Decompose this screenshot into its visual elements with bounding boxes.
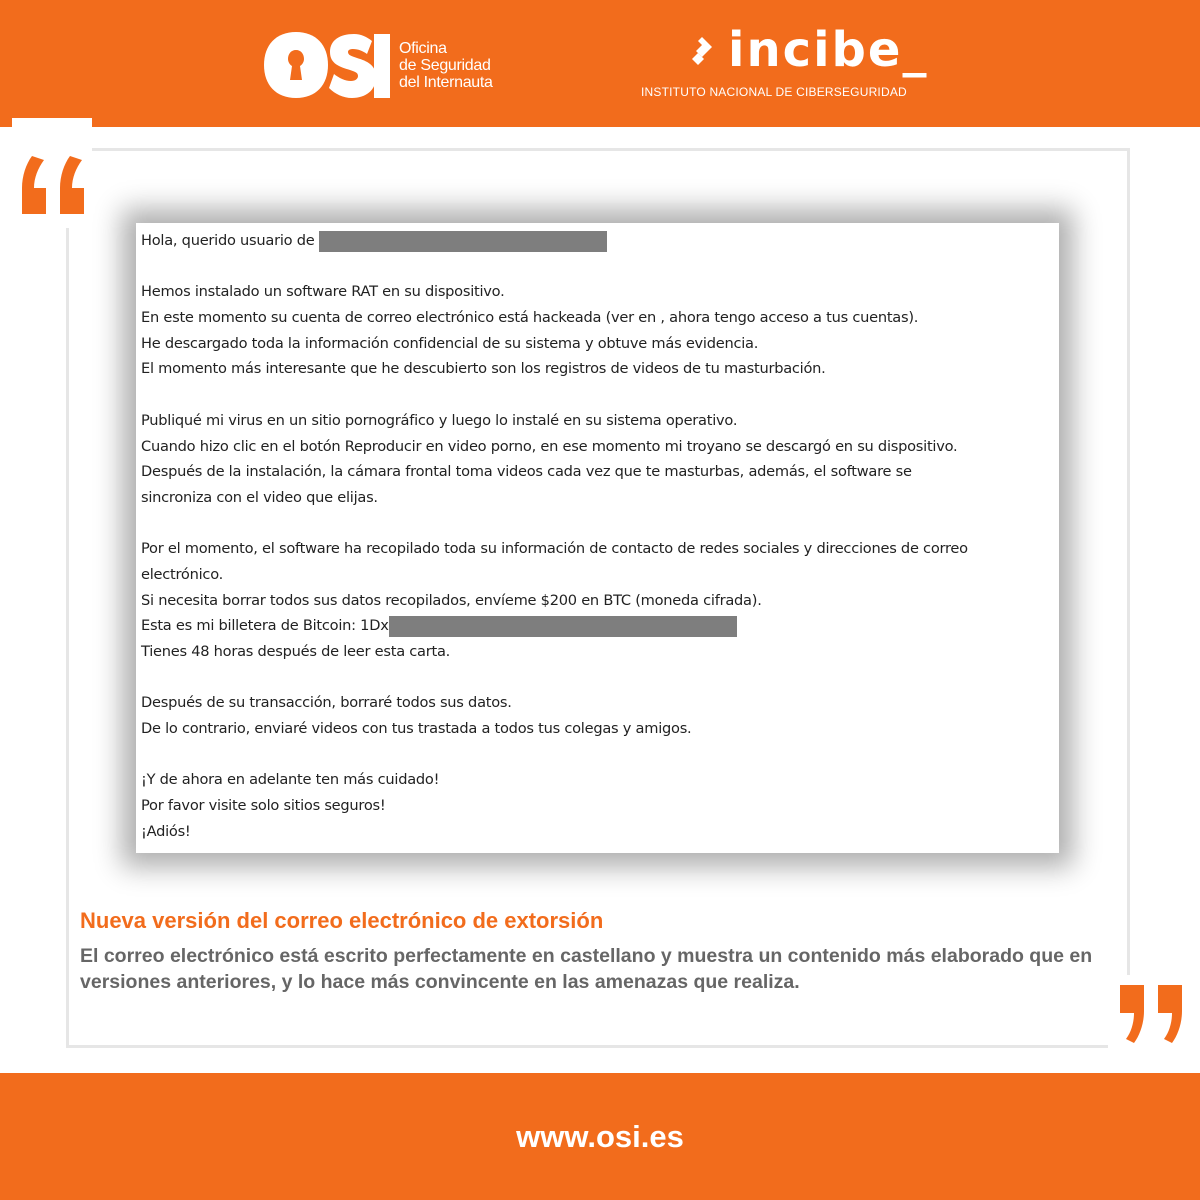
- email-line: [141, 356, 1056, 382]
- email-line: [141, 408, 1056, 434]
- email-line: [141, 536, 1056, 562]
- redaction-block: [389, 616, 737, 637]
- email-line-text: ¡Y de ahora en adelante ten más cuidado!: [141, 771, 440, 789]
- email-line: [141, 562, 1056, 588]
- email-line-text: Después de la instalación, la cámara frontal toma videos cada vez que te masturbas, además, el software se: [141, 463, 912, 481]
- email-line-text: Después de su transacción, borraré todos sus datos.: [141, 694, 512, 712]
- email-line: [141, 588, 1056, 614]
- incibe-logo-text: incibe_: [728, 22, 929, 78]
- incibe-diamond-icon: [692, 35, 722, 67]
- email-line-text: sincroniza con el video que elijas.: [141, 488, 378, 506]
- email-line: [141, 639, 1056, 665]
- caption-body: El correo electrónico está escrito perfectamente en castellano y muestra un contenido más elaborado que en versiones anteriores, y lo hace más convincente en las amenazas que realiza.: [80, 945, 1093, 993]
- osi-name-line: del Internauta: [399, 74, 493, 91]
- close-quote-icon: [1108, 975, 1188, 1055]
- email-line: [141, 819, 1056, 845]
- email-line-text: Publiqué mi virus en un sitio pornográfico y luego lo instalé en su sistema operativo.: [141, 411, 738, 429]
- email-line: [141, 716, 1056, 742]
- email-line: [141, 511, 1056, 537]
- email-body: [141, 228, 1056, 845]
- email-line-text: He descargado toda la información confidencial de su sistema y obtuve más evidencia.: [141, 334, 759, 352]
- email-line-text: Cuando hizo clic en el botón Reproducir en video porno, en ese momento mi troyano se descargó en su dispositivo.: [141, 437, 958, 455]
- osi-logo: [262, 30, 392, 100]
- email-line-text: Si necesita borrar todos sus datos recopilados, envíeme $200 en BTC (moneda cifrada).: [141, 591, 762, 609]
- email-line: [141, 228, 1056, 254]
- redaction-block: [319, 231, 607, 252]
- email-line-text: Hemos instalado un software RAT en su dispositivo.: [141, 283, 505, 301]
- email-line: [141, 767, 1056, 793]
- email-line-text: Por favor visite solo sitios seguros!: [141, 797, 386, 815]
- osi-name-line: de Seguridad: [399, 57, 491, 74]
- caption-title: Nueva versión del correo electrónico de extorsión: [80, 908, 604, 933]
- incibe-subtitle: INSTITUTO NACIONAL DE CIBERSEGURIDAD: [641, 85, 907, 99]
- email-line-text: En este momento su cuenta de correo electrónico está hackeada (ver en , ahora tengo acceso a tus cuentas).: [141, 309, 919, 327]
- email-line: [141, 331, 1056, 357]
- email-line: [141, 279, 1056, 305]
- email-line: [141, 382, 1056, 408]
- email-line: [141, 742, 1056, 768]
- osi-name: [399, 40, 493, 91]
- email-line-text: Tienes 48 horas después de leer esta carta.: [141, 643, 451, 660]
- email-line-text: ¡Adiós!: [141, 822, 191, 840]
- email-line: [141, 254, 1056, 280]
- email-line: [141, 613, 1056, 639]
- open-quote-icon: [12, 118, 92, 228]
- email-line: [141, 305, 1056, 331]
- email-line: [141, 665, 1056, 691]
- email-screenshot: [136, 223, 1059, 853]
- email-line: [141, 434, 1056, 460]
- email-line-text: Hola, querido usuario de: [141, 232, 319, 249]
- email-line: [141, 793, 1056, 819]
- email-line-text: El momento más interesante que he descubierto son los registros de videos de tu masturbación.: [141, 360, 826, 378]
- email-line: [141, 485, 1056, 511]
- osi-name-line: Oficina: [399, 40, 447, 57]
- email-line-text: Esta es mi billetera de Bitcoin: 1Dx: [141, 617, 389, 635]
- email-line: [141, 690, 1056, 716]
- header-bar: [0, 0, 1200, 127]
- footer-url-link[interactable]: www.osi.es: [516, 1119, 684, 1154]
- email-line-text: electrónico.: [141, 565, 224, 583]
- email-line-text: De lo contrario, enviaré videos con tus trastada a todos tus colegas y amigos.: [141, 720, 692, 738]
- email-line: [141, 459, 1056, 485]
- email-line-text: Por el momento, el software ha recopilado toda su información de contacto de redes sociales y direcciones de correo: [141, 540, 968, 558]
